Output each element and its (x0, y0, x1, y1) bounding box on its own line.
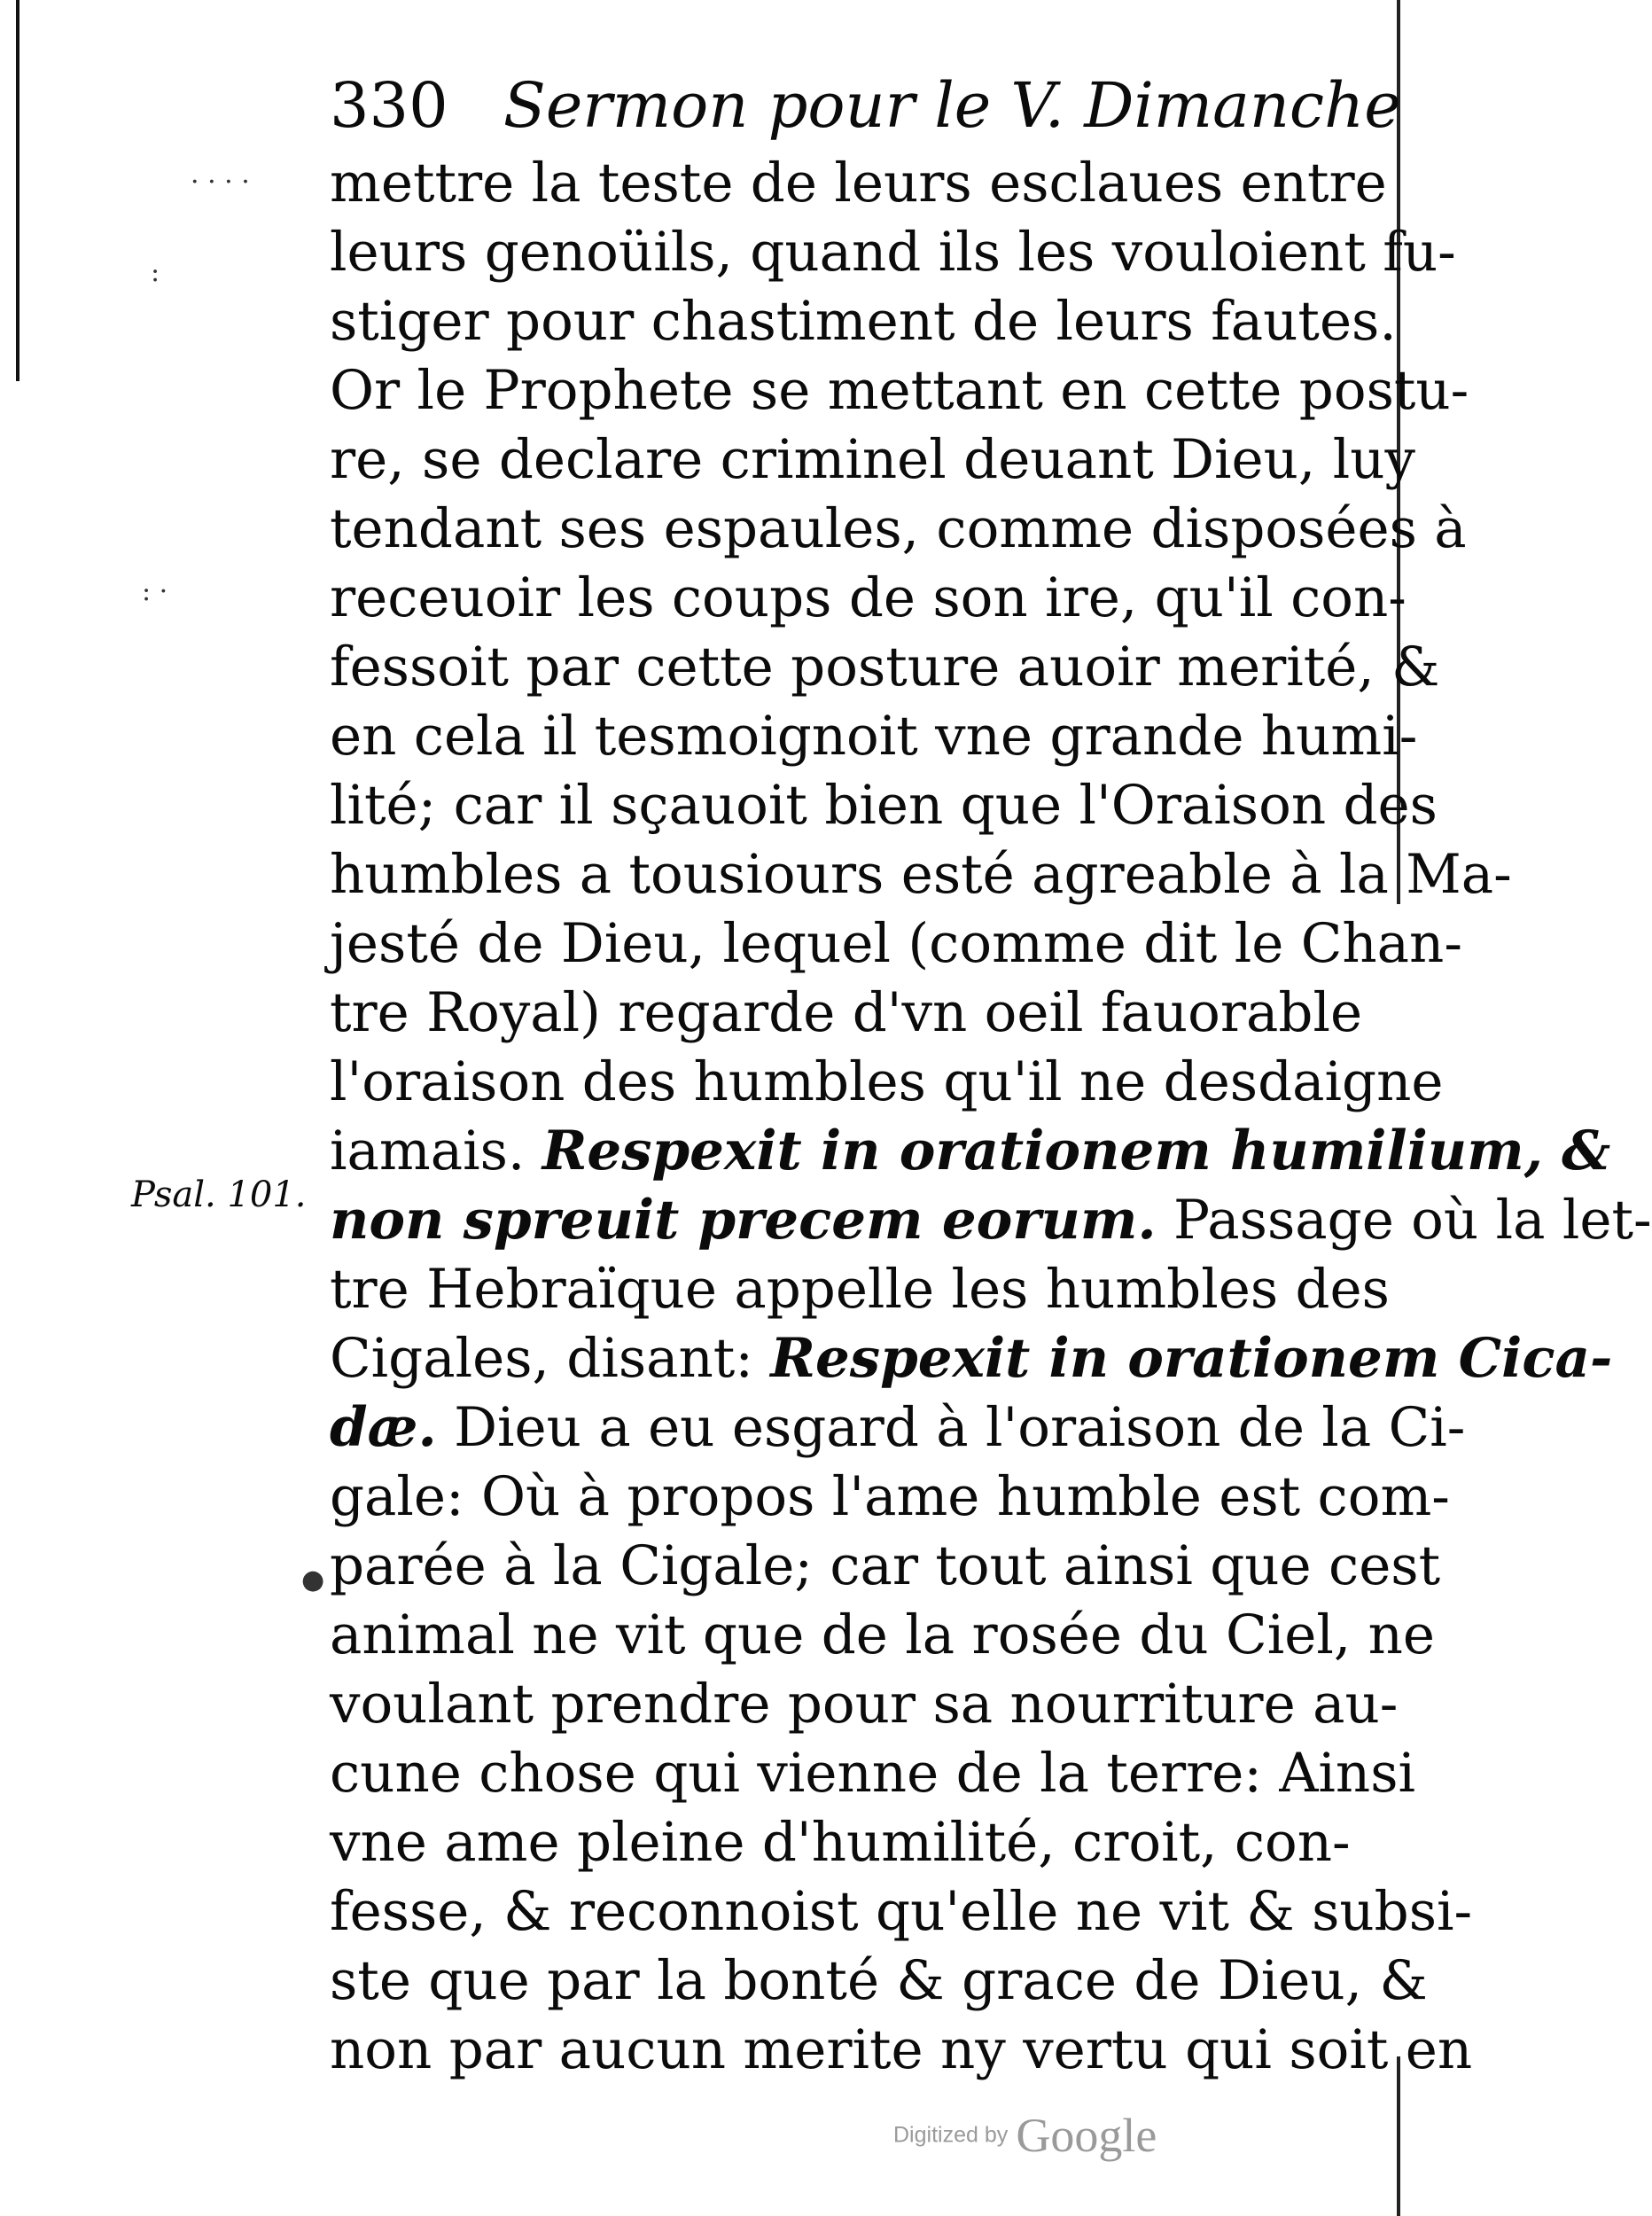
watermark-prefix: Digitized by (893, 2122, 1009, 2148)
text-line: fessoit par cette posture auoir merité, & (330, 636, 1440, 698)
text-line: non par aucun merite ny vertu qui soit en (330, 2018, 1473, 2081)
text-line: dæ. Dieu a eu esgard à l'oraison de la Ci- (330, 1396, 1466, 1459)
text-line: humbles a tousiours esté agreable à la Ma- (330, 843, 1512, 906)
page-edge-left (16, 0, 19, 381)
text-line: ste que par la bonté & grace de Dieu, & (330, 1949, 1428, 2012)
digitization-watermark (893, 2108, 1157, 2163)
text-line: gale: Où à propos l'ame humble est com- (330, 1465, 1450, 1528)
running-header (330, 69, 1401, 158)
text-line: re, se declare criminel deuant Dieu, luy (330, 428, 1415, 491)
ink-speck: · · · · (191, 167, 250, 198)
text-line: Or le Prophete se mettant en cette postu- (330, 359, 1469, 422)
text-line: mettre la teste de leurs esclaues entre (330, 152, 1387, 215)
text-line: fesse, & reconnoist qu'elle ne vit & subsi- (330, 1880, 1473, 1943)
text-line: vne ame pleine d'humilité, croit, con- (330, 1811, 1351, 1874)
ink-speck: ● (301, 1564, 325, 1596)
text-line: jesté de Dieu, lequel (comme dit le Chan- (330, 912, 1462, 975)
text-line: l'oraison des humbles qu'il ne desdaigne (330, 1050, 1444, 1113)
text-line: tendant ses espaules, comme disposées à (330, 497, 1467, 560)
latin-quotation: Respexit in orationem humilium, & (542, 1120, 1611, 1182)
body-text (330, 149, 1652, 2085)
text-line: receuoir les coups de son ire, qu'il con- (330, 566, 1407, 629)
text-line: lité; car il sçauoit bien que l'Oraison des (330, 774, 1438, 837)
text-line: iamais. Respexit in orationem humilium, & (330, 1120, 1611, 1182)
text-line: stiger pour chastiment de leurs fautes. (330, 290, 1397, 353)
text-line: en cela il tesmoignoit vne grande humi- (330, 705, 1418, 768)
text-line: cune chose qui vienne de la terre: Ainsi (330, 1742, 1416, 1805)
running-title: Sermon pour le V. Dimanche (503, 69, 1401, 142)
text-line: tre Hebraïque appelle les humbles des (330, 1258, 1390, 1321)
text-line: non spreuit precem eorum. Passage où la let- (330, 1189, 1652, 1252)
google-logo: Google (1016, 2109, 1157, 2162)
text-line: leurs genoüils, quand ils les vouloient fu- (330, 221, 1456, 284)
text-line: parée à la Cigale; car tout ainsi que cest (330, 1534, 1441, 1597)
text-line: voulant prendre pour sa nourriture au- (330, 1673, 1399, 1736)
margin-citation: Psal. 101. (131, 1174, 307, 1215)
text-line: tre Royal) regarde d'vn oeil fauorable (330, 981, 1363, 1044)
ink-speck: : · (142, 576, 168, 607)
page-number: 330 (330, 69, 448, 142)
latin-quotation: Respexit in orationem Cica- (770, 1327, 1613, 1390)
ink-speck: : (151, 257, 160, 288)
latin-quotation: dæ. (330, 1396, 437, 1459)
text-line: Cigales, disant: Respexit in orationem Cica- (330, 1327, 1613, 1390)
text-line: animal ne vit que de la rosée du Ciel, ne (330, 1603, 1436, 1666)
latin-quotation: non spreuit precem eorum. (330, 1189, 1157, 1252)
